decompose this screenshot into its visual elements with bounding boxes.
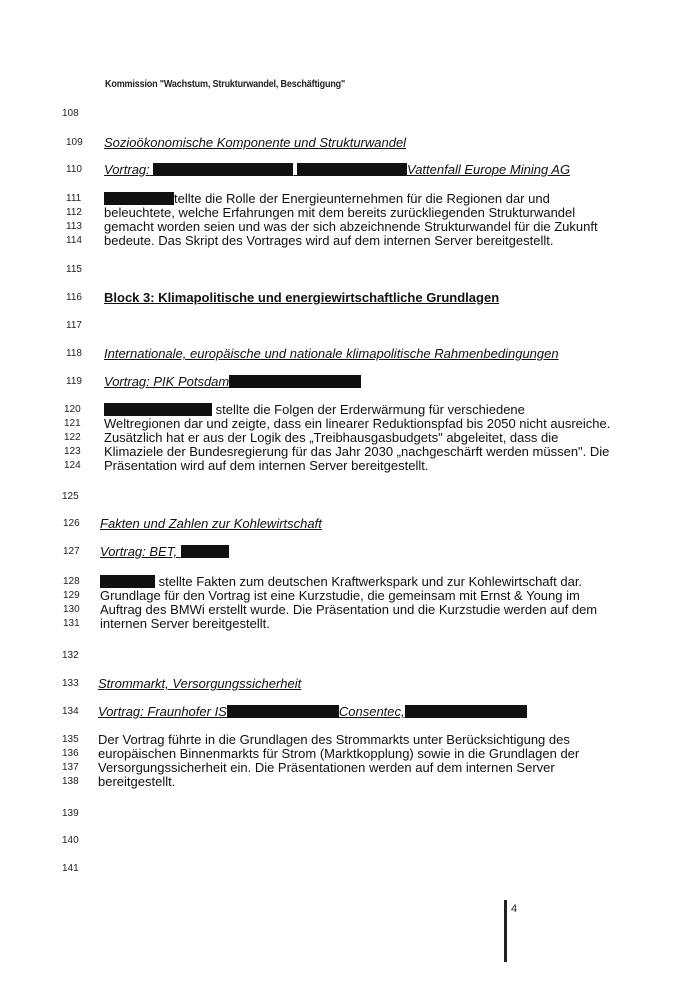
paragraph-line: Präsentation wird auf dem internen Server bereitgestellt. (104, 458, 429, 473)
line-number: 110 (66, 164, 82, 175)
line-number: 138 (62, 776, 79, 787)
paragraph-line: bedeute. Das Skript des Vortrages wird auf dem internen Server bereitgestellt. (104, 233, 554, 248)
redaction-bar (229, 375, 361, 388)
talk-prefix: Vortrag: Fraunhofer IS (98, 704, 227, 719)
section-heading-klimapolitik: Internationale, europäische und nationale klimapolitische Rahmenbedingungen (104, 346, 559, 361)
talk-line-bet (100, 544, 229, 559)
paragraph-line (100, 574, 582, 589)
line-number: 116 (66, 292, 82, 303)
line-number: 133 (62, 678, 79, 689)
line-number: 131 (63, 618, 80, 629)
redaction-bar (153, 163, 293, 176)
line-number: 113 (66, 221, 82, 232)
redaction-bar (227, 705, 339, 718)
paragraph-line: Zusätzlich hat er aus der Logik des „Treibhausgasbudgets" abgeleitet, dass die (104, 430, 559, 445)
redaction-bar (297, 163, 407, 176)
paragraph-text: tellte die Rolle der Energieunternehmen für die Regionen dar und (174, 191, 550, 206)
line-number: 122 (64, 432, 81, 443)
section-heading-strommarkt: Strommarkt, Versorgungssicherheit (98, 676, 302, 691)
page-number: 4 (511, 903, 518, 915)
line-number: 109 (66, 137, 83, 148)
line-number: 114 (66, 235, 82, 246)
line-number: 141 (62, 863, 79, 874)
line-number: 139 (62, 808, 79, 819)
redaction-bar (104, 403, 212, 416)
paragraph-line: Auftrag des BMWi erstellt wurde. Die Präsentation und die Kurzstudie werden auf dem (100, 602, 598, 617)
line-number: 127 (63, 546, 80, 557)
line-number: 118 (66, 348, 82, 359)
talk-line-pik (104, 374, 361, 389)
redaction-bar (405, 705, 527, 718)
line-number: 117 (66, 320, 82, 331)
line-number: 134 (62, 706, 79, 717)
line-number: 108 (62, 108, 79, 119)
paragraph-line: beleuchtete, welche Erfahrungen mit dem bereits zurückliegenden Strukturwandel (104, 205, 576, 220)
paragraph-line: Der Vortrag führte in die Grundlagen des Strommarkts unter Berücksichtigung des (98, 732, 570, 747)
line-number: 137 (62, 762, 79, 773)
section-heading-kohle: Fakten und Zahlen zur Kohlewirtschaft (100, 516, 322, 531)
paragraph-line: internen Server bereitgestellt. (100, 616, 270, 631)
paragraph-line (104, 191, 550, 206)
page-margin-bar (504, 900, 507, 962)
section-heading-sozio: Sozioökonomische Komponente und Strukturwandel (104, 135, 407, 150)
talk-line-fraunhofer (98, 704, 527, 719)
paragraph-line: Grundlage für den Vortrag ist eine Kurzstudie, die gemeinsam mit Ernst & Young im (100, 588, 580, 603)
line-number: 121 (64, 418, 81, 429)
line-number: 140 (62, 835, 79, 846)
block-heading: Block 3: Klimapolitische und energiewirtschaftliche Grundlagen (104, 290, 500, 305)
paragraph-text: stellte die Folgen der Erderwärmung für verschiedene (215, 402, 525, 417)
paragraph-line (104, 402, 525, 417)
line-number: 120 (64, 404, 81, 415)
paragraph-line: Weltregionen dar und zeigte, dass ein linearer Reduktionspfad bis 2050 nicht ausreiche. (104, 416, 611, 431)
talk-prefix: Vortrag: PIK Potsdam (104, 374, 230, 389)
line-number: 111 (66, 193, 82, 204)
line-number: 130 (63, 604, 80, 615)
line-number: 126 (63, 518, 80, 529)
talk-prefix: Vortrag: (104, 162, 150, 177)
paragraph-line: Klimaziele der Bundesregierung für das Jahr 2030 „nachgeschärft werden müssen". Die (104, 444, 610, 459)
paragraph-text: stellte Fakten zum deutschen Kraftwerkspark und zur Kohlewirtschaft dar. (158, 574, 583, 589)
talk-organization: Vattenfall Europe Mining AG (407, 162, 571, 177)
line-number: 129 (63, 590, 80, 601)
line-number: 112 (66, 207, 82, 218)
paragraph-line: Versorgungssicherheit ein. Die Präsentationen werden auf dem internen Server (98, 760, 555, 775)
talk-organization: Consentec, (338, 704, 405, 719)
talk-line-vattenfall (104, 162, 570, 177)
line-number: 119 (66, 376, 82, 387)
line-number: 115 (66, 264, 82, 275)
talk-prefix: Vortrag: BET, (100, 544, 178, 559)
line-number: 123 (64, 446, 81, 457)
page-header: Kommission "Wachstum, Strukturwandel, Beschäftigung" (105, 78, 346, 90)
line-number: 136 (62, 748, 79, 759)
line-number: 135 (62, 734, 79, 745)
line-number: 124 (64, 460, 81, 471)
redaction-bar (104, 192, 174, 205)
paragraph-line: europäischen Binnenmarkts für Strom (Marktkopplung) sowie in die Grundlagen der (98, 746, 580, 761)
paragraph-line: bereitgestellt. (98, 774, 176, 789)
line-number: 132 (62, 650, 79, 661)
line-number: 125 (62, 491, 79, 502)
line-number: 128 (63, 576, 80, 587)
redaction-bar (181, 545, 229, 558)
paragraph-line: gemacht worden seien und was der sich abzeichnende Strukturwandel für die Zukunft (104, 219, 598, 234)
redaction-bar (100, 575, 155, 588)
